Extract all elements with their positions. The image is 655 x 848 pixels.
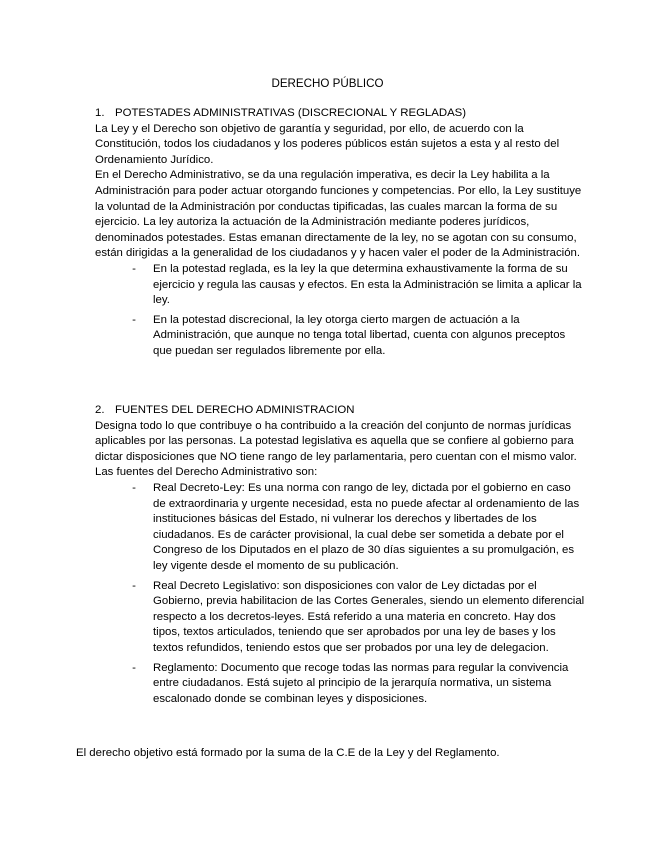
section-potestades (95, 106, 585, 364)
paragraph: Designa todo lo que contribuye o ha contribuido a la creación del conjunto de normas jurídicas aplicables por las personas. La potestad legislativa es aquella que se confiere al gobierno para dictar disposiciones que NO tiene rango de ley parlamentaria, pero cuentan con el mismo valor. (95, 419, 577, 463)
section-heading (95, 403, 585, 419)
bullet-text: Real Decreto-Ley: Es una norma con rango de ley, dictada por el gobierno en caso de extraordinaria y urgente necesidad, esta no puede afectar al ordenamiento de las instituciones básicas del Estado, ni vulnerar los derechos y libertades de los ciudadanos. Es de carácter provisional, la cual debe ser sometida a debate por el Congreso de los Diputados en el plazo de 30 días siguientes a su promulgación, es ley vigente desde el momento de su publicación. (153, 481, 580, 572)
section-number: 2. (95, 404, 105, 416)
bullet-dash: - (132, 481, 136, 494)
paragraph: La Ley y el Derecho son objetivo de garantía y seguridad, por ello, de acuerdo con la Constitución, todos los ciudadanos y los poderes públicos están sujetos a esta y al resto del Ordenamiento Jurídico. (95, 122, 560, 166)
section-number: 1. (95, 107, 105, 119)
paragraph: En el Derecho Administrativo, se da una regulación imperativa, es decir la Ley habilita a la Administración para poder actuar otorgando funciones y competencias. Por ello, la Ley sustituye la voluntad de la Administración por conductas tipificadas, las cuales marcan la forma de su ejercicio. La ley autoriza la actuación de la Administración mediante poderes jurídicos, denominados potestades. Estas emanan directamente de la ley, no se agotan con su consumo, están dirigidas a la generalidad de los ciudadanos y y hacen valer el poder de la Administración. (95, 169, 582, 260)
bullet-dash: - (132, 313, 136, 326)
list-item (115, 313, 585, 360)
bullet-text: En la potestad discrecional, la ley otorga cierto margen de actuación a la Administración, que aunque no tenga total libertad, cuenta con algunos preceptos que puedan ser regulados libremente por ella. (153, 313, 566, 357)
bullet-text: Real Decreto Legislativo: son disposiciones con valor de Ley dictadas por el Gobierno, previa habilitacion de las Cortes Generales, siendo un elemento diferencial respecto a los decretos-leyes. Está referido a una materia en concreto. Hay dos tipos, textos articulados, teniendo que ser aprobados por una ley de bases y los textos refundidos, teniendo estos que ser probados por una ley de delegacion. (153, 579, 585, 654)
list-item (115, 262, 585, 309)
list-item (115, 481, 585, 575)
bullet-dash: - (132, 661, 136, 674)
bullet-text: En la potestad reglada, es la ley la que determina exhaustivamente la forma de su ejercicio y regula las causas y efectos. En esta la Administración se limita a aplicar la ley. (153, 262, 582, 307)
bullet-list (115, 262, 585, 360)
bullet-dash: - (132, 262, 136, 275)
section-title: FUENTES DEL DERECHO ADMINISTRACION (115, 404, 355, 416)
bullet-list (115, 481, 585, 707)
paragraph: Las fuentes del Derecho Administrativo son: (95, 466, 318, 479)
section-title: POTESTADES ADMINISTRATIVAS (DISCRECIONAL Y REGLADAS) (115, 107, 467, 119)
list-item (115, 661, 585, 708)
section-heading (95, 106, 585, 122)
section-fuentes (95, 403, 585, 711)
list-item (115, 579, 585, 657)
page-title: DERECHO PÚBLICO (271, 77, 384, 90)
closing-sentence: El derecho objetivo está formado por la suma de la C.E de la Ley y del Reglamento. (76, 747, 500, 759)
bullet-dash: - (132, 579, 136, 592)
bullet-text: Reglamento: Documento que recoge todas las normas para regular la convivencia entre ciudadanos. Está sujeto al principio de la jerarquía normativa, un sistema escalonado donde se combinan leyes y disposiciones. (153, 661, 569, 705)
